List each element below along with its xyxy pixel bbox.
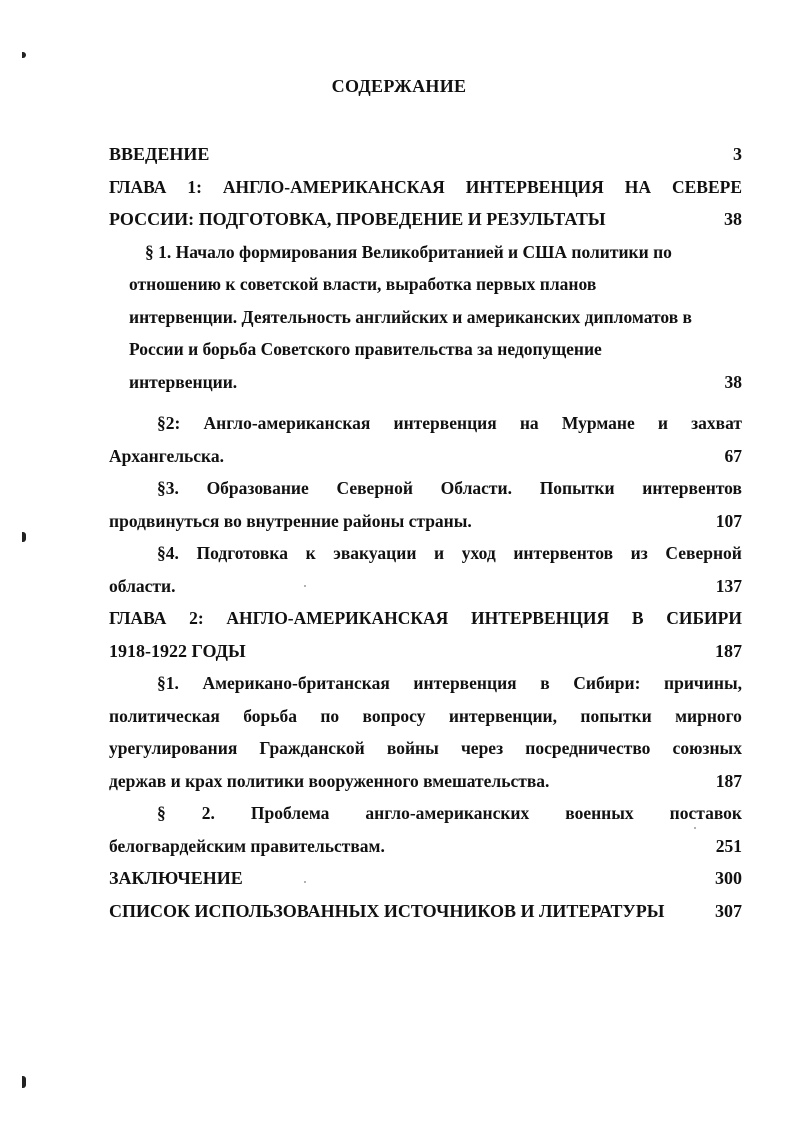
toc-entry-sources[interactable] bbox=[109, 895, 742, 928]
toc-entry-section-2-1[interactable] bbox=[109, 667, 742, 797]
section-1-1-line-3: интервенции. Деятельность английских и американских дипломатов в bbox=[129, 306, 692, 327]
entry-page: 107 bbox=[715, 510, 742, 531]
section-1-3-line-2 bbox=[109, 505, 742, 538]
chapter-1-line-2 bbox=[109, 203, 742, 236]
section-1-4-line-1: §4. Подготовка к эвакуации и уход интервентов из Северной bbox=[157, 543, 742, 563]
entry-label: СПИСОК ИСПОЛЬЗОВАННЫХ ИСТОЧНИКОВ И ЛИТЕРАТУРЫ bbox=[109, 900, 665, 921]
chapter-2-line-2 bbox=[109, 635, 742, 668]
entry-label: ЗАКЛЮЧЕНИЕ bbox=[109, 868, 243, 888]
section-2-1-line-2: политическая борьба по вопросу интервенции, попытки мирного bbox=[109, 705, 742, 726]
scan-mark-bottom bbox=[22, 1076, 26, 1088]
chapter-1-line-1: ГЛАВА 1: АНГЛО-АМЕРИКАНСКАЯ ИНТЕРВЕНЦИЯ НА СЕВЕРЕ bbox=[109, 176, 742, 197]
toc-entry-introduction[interactable] bbox=[109, 138, 742, 171]
section-2-2-line-1: § 2. Проблема англо-американских военных поставок bbox=[157, 803, 742, 823]
toc-entry-section-1-1[interactable] bbox=[109, 236, 742, 399]
entry-page: 38 bbox=[724, 209, 742, 229]
entry-label: РОССИИ: ПОДГОТОВКА, ПРОВЕДЕНИЕ И РЕЗУЛЬТАТЫ bbox=[109, 209, 606, 229]
entry-label: области. bbox=[109, 575, 176, 596]
toc-title: СОДЕРЖАНИЕ bbox=[331, 76, 467, 96]
scan-mark-top bbox=[22, 52, 26, 58]
scan-mark-middle bbox=[22, 532, 26, 542]
table-of-contents bbox=[109, 138, 742, 927]
toc-entry-section-1-3[interactable] bbox=[109, 472, 742, 537]
section-2-1-line-3: урегулирования Гражданской войны через посредничество союзных bbox=[109, 738, 742, 758]
section-1-1-line-2: отношению к советской власти, выработка первых планов bbox=[129, 274, 597, 294]
toc-entry-section-2-2[interactable] bbox=[109, 797, 742, 862]
toc-entry-chapter-2[interactable] bbox=[109, 602, 742, 667]
toc-entry-section-1-2[interactable] bbox=[109, 407, 742, 472]
section-1-1-line-1: § 1. Начало формирования Великобританией и США политики по bbox=[145, 241, 672, 262]
entry-page: 187 bbox=[715, 770, 742, 791]
entry-label: продвинуться во внутренние районы страны. bbox=[109, 510, 472, 531]
chapter-2-line-1: ГЛАВА 2: АНГЛО-АМЕРИКАНСКАЯ ИНТЕРВЕНЦИЯ В СИБИРИ bbox=[109, 608, 742, 628]
section-1-3-line-1: §3. Образование Северной Области. Попытки интервентов bbox=[157, 478, 742, 498]
section-2-1-line-4 bbox=[109, 765, 742, 798]
entry-label: Архангельска. bbox=[109, 445, 224, 466]
section-1-2-line-1: §2: Англо-американская интервенция на Мурмане и захват bbox=[157, 413, 742, 433]
section-1-2-line-2 bbox=[109, 440, 742, 473]
toc-entry-chapter-1[interactable] bbox=[109, 171, 742, 236]
section-1-1-line-5 bbox=[129, 366, 742, 399]
section-2-2-line-2 bbox=[109, 830, 742, 863]
entry-page: 137 bbox=[715, 575, 742, 596]
entry-label: держав и крах политики вооруженного вмешательства. bbox=[109, 770, 550, 791]
toc-entry-section-1-4[interactable] bbox=[109, 537, 742, 602]
entry-label: белогвардейским правительствам. bbox=[109, 835, 385, 856]
entry-label: интервенции. bbox=[129, 371, 238, 392]
section-2-1-line-1: §1. Американо-британская интервенция в Сибири: причины, bbox=[157, 673, 742, 693]
entry-label: ВВЕДЕНИЕ bbox=[109, 144, 210, 164]
entry-page: 251 bbox=[715, 835, 742, 856]
entry-label: 1918-1922 ГОДЫ bbox=[109, 640, 246, 661]
toc-entry-conclusion[interactable] bbox=[109, 862, 742, 895]
entry-page: 307 bbox=[715, 900, 742, 921]
section-1-1-line-4: России и борьба Советского правительства за недопущение bbox=[129, 339, 602, 359]
entry-page: 38 bbox=[724, 371, 742, 392]
entry-page: 300 bbox=[715, 868, 742, 888]
section-1-4-line-2 bbox=[109, 570, 742, 603]
entry-page: 3 bbox=[733, 144, 742, 164]
entry-page: 67 bbox=[724, 445, 742, 466]
entry-page: 187 bbox=[715, 640, 742, 661]
